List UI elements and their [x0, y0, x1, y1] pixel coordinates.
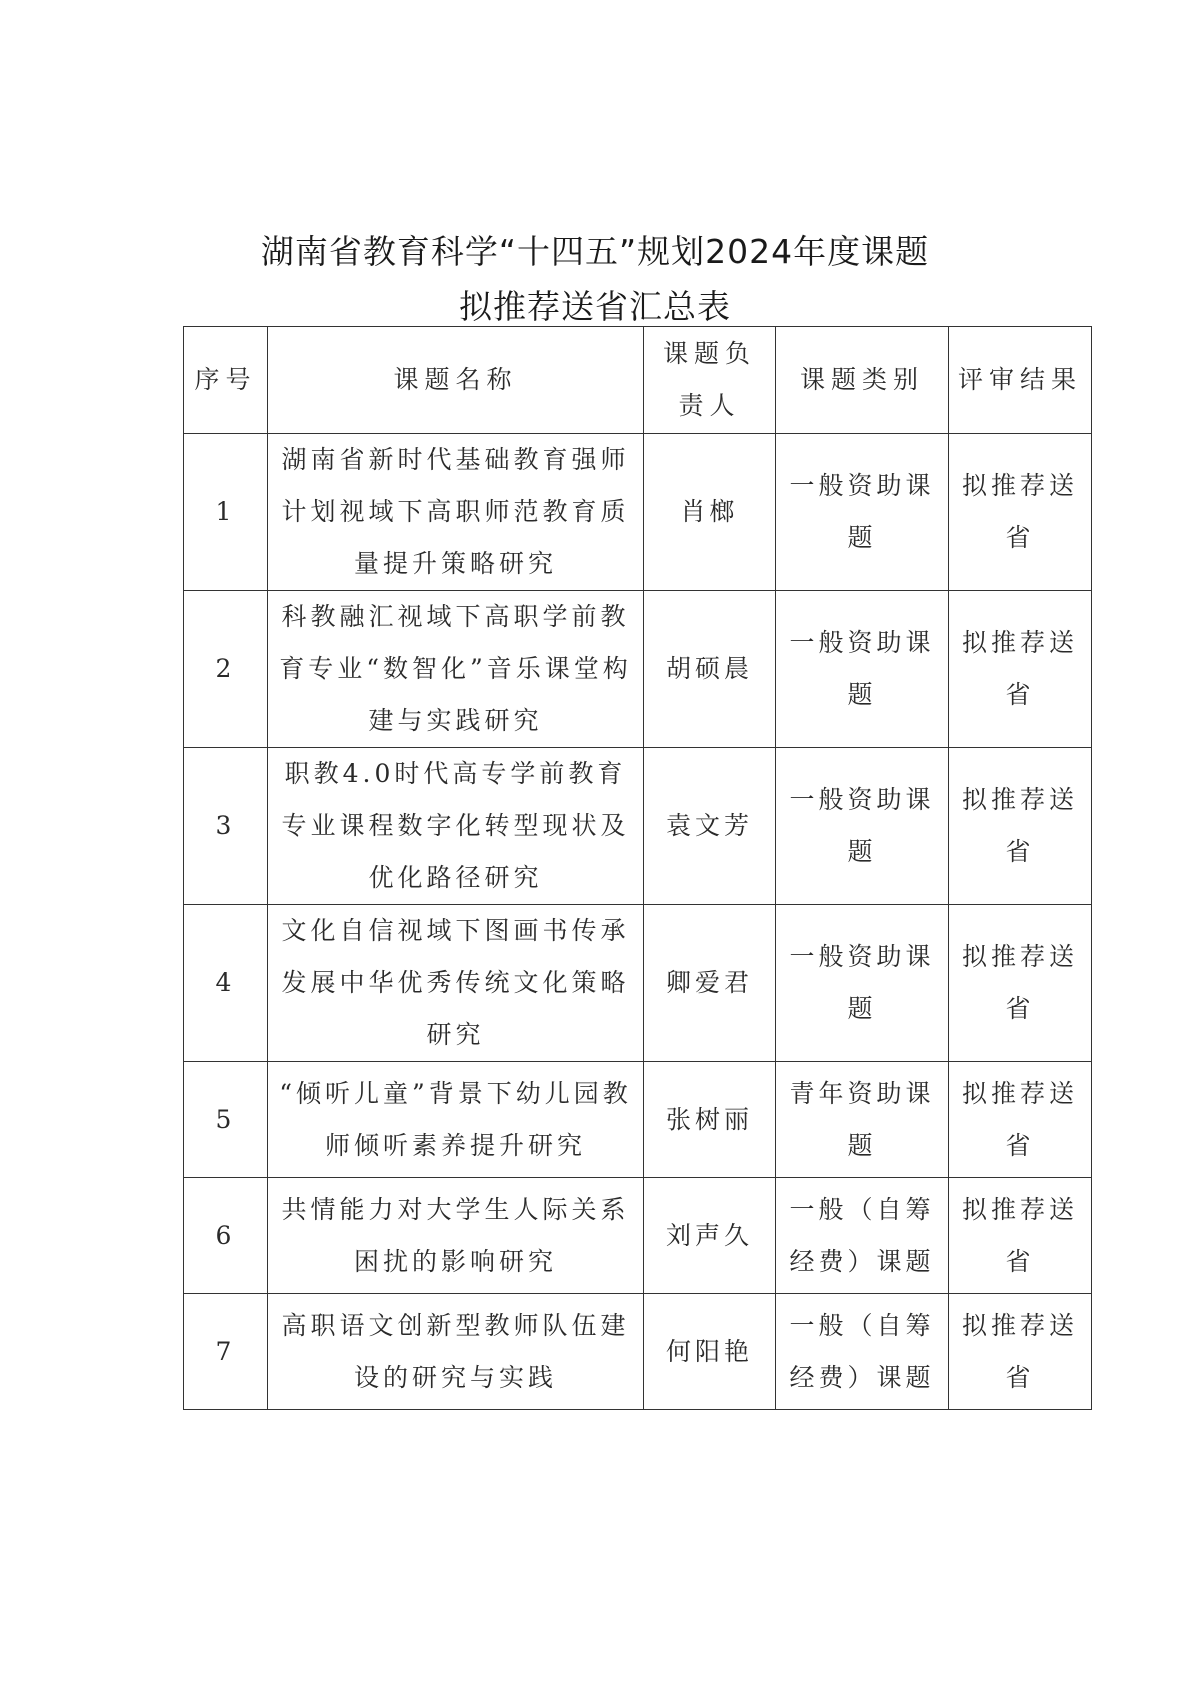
table-header-row: [184, 327, 1092, 434]
cell-type: 一般（自筹经费）课题: [776, 1294, 949, 1410]
document-title-line-2: 拟推荐送省汇总表: [459, 287, 731, 326]
cell-name: 共情能力对大学生人际关系困扰的影响研究: [268, 1178, 644, 1294]
cell-result: 拟推荐送省: [949, 1178, 1092, 1294]
header-result: 评审结果: [949, 327, 1092, 434]
header-type: 课题类别: [776, 327, 949, 434]
cell-lead: 胡硕晨: [644, 591, 776, 748]
cell-no: 7: [184, 1294, 268, 1410]
cell-lead: 卿爱君: [644, 905, 776, 1062]
cell-type: 青年资助课题: [776, 1062, 949, 1178]
table-row: [184, 1294, 1092, 1410]
table-row: [184, 434, 1092, 591]
cell-name: 职教4.0时代高专学前教育专业课程数字化转型现状及优化路径研究: [268, 748, 644, 905]
cell-no: 1: [184, 434, 268, 591]
cell-type: 一般资助课题: [776, 905, 949, 1062]
cell-result: 拟推荐送省: [949, 591, 1092, 748]
cell-name: 文化自信视域下图画书传承发展中华优秀传统文化策略研究: [268, 905, 644, 1062]
cell-result: 拟推荐送省: [949, 434, 1092, 591]
cell-lead: 肖榔: [644, 434, 776, 591]
cell-no: 6: [184, 1178, 268, 1294]
header-no: 序号: [184, 327, 268, 434]
document-title-line-1: 湖南省教育科学“十四五”规划2024年度课题: [260, 232, 930, 271]
cell-name: 科教融汇视域下高职学前教育专业“数智化”音乐课堂构建与实践研究: [268, 591, 644, 748]
cell-lead: 张树丽: [644, 1062, 776, 1178]
cell-result: 拟推荐送省: [949, 1294, 1092, 1410]
cell-lead: 袁文芳: [644, 748, 776, 905]
cell-name: “倾听儿童”背景下幼儿园教师倾听素养提升研究: [268, 1062, 644, 1178]
cell-no: 3: [184, 748, 268, 905]
header-lead: 课题负责人: [644, 327, 776, 434]
summary-table: [183, 326, 1092, 1410]
cell-lead: 何阳艳: [644, 1294, 776, 1410]
cell-result: 拟推荐送省: [949, 748, 1092, 905]
cell-type: 一般资助课题: [776, 434, 949, 591]
cell-name: 湖南省新时代基础教育强师计划视域下高职师范教育质量提升策略研究: [268, 434, 644, 591]
cell-result: 拟推荐送省: [949, 905, 1092, 1062]
cell-no: 5: [184, 1062, 268, 1178]
header-name: 课题名称: [268, 327, 644, 434]
cell-type: 一般资助课题: [776, 748, 949, 905]
cell-no: 4: [184, 905, 268, 1062]
table-row: [184, 1178, 1092, 1294]
table-row: [184, 1062, 1092, 1178]
cell-type: 一般（自筹经费）课题: [776, 1178, 949, 1294]
table-row: [184, 748, 1092, 905]
cell-no: 2: [184, 591, 268, 748]
table-row: [184, 591, 1092, 748]
cell-name: 高职语文创新型教师队伍建设的研究与实践: [268, 1294, 644, 1410]
table-row: [184, 905, 1092, 1062]
cell-type: 一般资助课题: [776, 591, 949, 748]
cell-result: 拟推荐送省: [949, 1062, 1092, 1178]
cell-lead: 刘声久: [644, 1178, 776, 1294]
